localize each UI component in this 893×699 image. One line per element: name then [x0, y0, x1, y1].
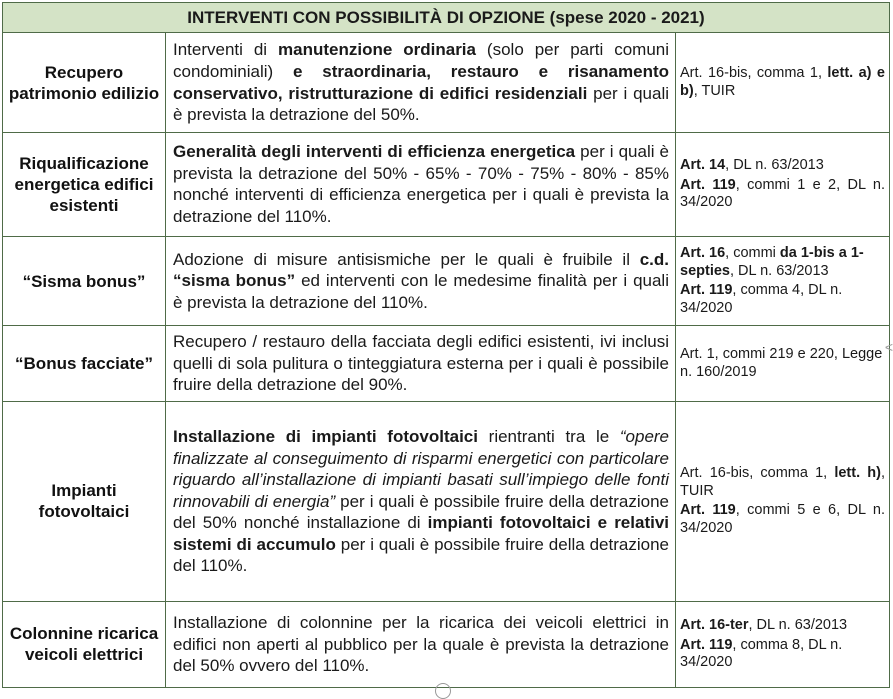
table-row	[3, 326, 890, 402]
page-circle-mark	[435, 683, 451, 699]
table-row	[3, 33, 890, 132]
row-category: Colonnine ricarica veicoli elettrici	[3, 601, 166, 687]
table-row	[3, 402, 890, 602]
row-reference: Art. 1, commi 219 e 220, Legge n. 160/2019	[676, 326, 890, 402]
table-row	[3, 237, 890, 326]
row-description: Recupero / restauro della facciata degli edifici esistenti, ivi inclusi quelli di sola pulitura o tinteggiatura esterna per i quali è possibile fruire della detrazione del 90%.	[166, 326, 676, 402]
row-reference: Art. 16-bis, comma 1, lett. a) e b), TUIR	[676, 33, 890, 132]
table-row	[3, 132, 890, 236]
row-category: “Sisma bonus”	[3, 237, 166, 326]
row-description: Adozione di misure antisismiche per le quali è fruibile il c.d. “sisma bonus” ed interventi con le medesime finalità per i quali è prevista la detrazione del 110%.	[166, 237, 676, 326]
row-description: Interventi di manutenzione ordinaria (solo per parti comuni condominiali) e straordinaria, restauro e risanamento conservativo, ristrutturazione di edifici residenziali per i quali è prevista la detrazione del 50%.	[166, 33, 676, 132]
row-category: “Bonus facciate”	[3, 326, 166, 402]
row-description: Generalità degli interventi di efficienza energetica per i quali è prevista la detrazione del 50% - 65% - 70% - 75% - 80% - 85% nonché interventi di efficienza energetica per i quali è prevista la detrazione del 110%.	[166, 132, 676, 236]
row-reference: Art. 16-bis, comma 1, lett. h), TUIR Art. 119, commi 5 e 6, DL n. 34/2020	[676, 402, 890, 602]
row-description: Installazione di impianti fotovoltaici rientranti tra le “opere finalizzate al conseguimento di risparmi energetici con particolare riguardo all’installazione di impianti basati sull’impiego delle fonti rinnovabili di energia” per i quali è possibile fruire della detrazione del 50% nonché installazione di impianti fotovoltaici e relativi sistemi di accumulo per i quali è possibile fruire della detrazione del 110%.	[166, 402, 676, 602]
row-reference: Art. 14, DL n. 63/2013 Art. 119, commi 1 e 2, DL n. 34/2020	[676, 132, 890, 236]
row-reference: Art. 16, commi da 1-bis a 1-septies, DL n. 63/2013 Art. 119, comma 4, DL n. 34/2020	[676, 237, 890, 326]
table-row	[3, 601, 890, 687]
table-title-row	[3, 3, 890, 33]
row-category: Riqualificazione energetica edifici esistenti	[3, 132, 166, 236]
interventions-table	[2, 2, 890, 688]
row-reference: Art. 16-ter, DL n. 63/2013 Art. 119, comma 8, DL n. 34/2020	[676, 601, 890, 687]
row-category: Impianti fotovoltaici	[3, 402, 166, 602]
row-description: Installazione di colonnine per la ricarica dei veicoli elettrici in edifici non aperti al pubblico per la quale è prevista la detrazione del 50% ovvero del 110%.	[166, 601, 676, 687]
table-title: INTERVENTI CON POSSIBILITÀ DI OPZIONE (spese 2020 - 2021)	[3, 3, 890, 33]
edge-mark: <	[884, 339, 893, 355]
row-category: Recupero patrimonio edilizio	[3, 33, 166, 132]
